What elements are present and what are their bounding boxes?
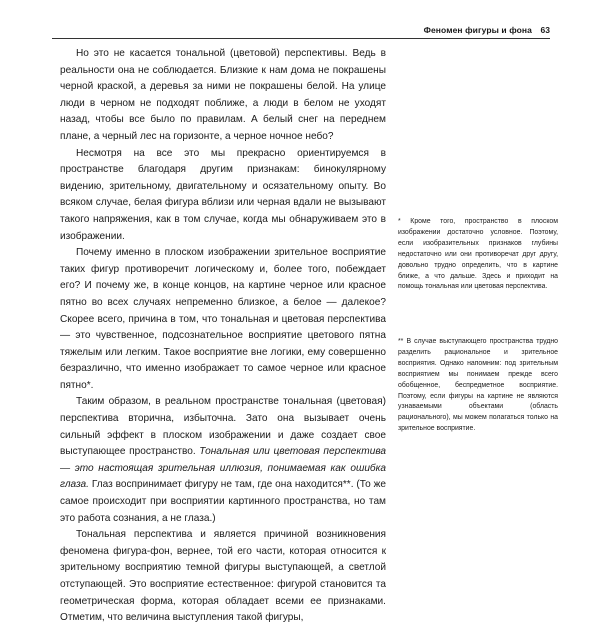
running-header-title: Феномен фигуры и фона: [423, 25, 532, 35]
footnote-2: ** В случае выступающего пространства трудно разделить рациональное и зрительное восприятия. Однако напомним: под зрительным восприятием мы понимаем прежде всего обобщенное, беспредметное восприятие. Поэтому, если фигуры на картине не являются узнаваемыми объектами (область рационального), мы можем полагаться только на зрительное восприятие.: [398, 338, 558, 433]
page-number: 63: [540, 25, 550, 35]
paragraph: [60, 394, 386, 527]
italic-emphasis: Тональная или цветовая перспектива — это настоящая зрительная иллюзия, понимаемая как ошибка глаза.: [60, 446, 386, 491]
paragraph: Тональная перспектива и является причиной возникновения феномена фигура-фон, вернее, той его части, которая относится к зрительному восприятию темной фигуры выступающей, а светлой отступающей. Это восприятие естественное: фигурой становится та геометрическая форма, которая обладает всеми ее признаками. Отметим, что величина выступления такой фигуры,: [60, 529, 386, 624]
paragraph: Несмотря на все это мы прекрасно ориентируемся в пространстве благодаря другим признакам: бинокулярному видению, зрительному, двигательному и осязательному опыту. Во всяком случае, белая фигура вблизи или черная вдали не вызывают такого напряжения, как в том случае, когда мы обнаруживаем это в изображении.: [60, 147, 386, 242]
paragraph-text: Глаз воспринимает фигуру не там, где она находится**. (То же самое происходит при восприятии картинного пространства, но там это работа сознания, а не глаза.): [60, 479, 386, 524]
paragraph: Почему именно в плоском изображении зрительное восприятие таких фигур противоречит логическому и, более того, побеждает его? И почему же, в конце концов, на картине черное или красное пятно во всех случаях непременно близкое, а белое — далекое? Скорее всего, причина в том, что тональная и цветовая перспектива — это чувственное, подсознательное восприятие цветового пятна тяжелым или легким. Такое восприятие вне логики, ему совершенно безразлично, что именно изображает то самое черное или красное пятно*.: [60, 247, 386, 391]
paragraph: Но это не касается тональной (цветовой) перспективы. Ведь в реальности она не соблюдается. Близкие к нам дома не покрашены черной краской, а деревья за ними не покрашены белой. На улице люди в черном не подходят поближе, а люди в белом не уходят назад, чтобы все было по правилам. А белый снег на переднем плане, а черный лес на горизонте, а черное ночное небо?: [60, 48, 386, 142]
main-text-column: [60, 46, 386, 627]
paragraph-text: Таким образом, в реальном пространстве тональная (цветовая) перспектива вторична, избыточна. Зато она вызывает очень сильный эффект в плоском изображении и даже создает свое выступающее пространство.: [60, 396, 386, 458]
header-rule: [52, 38, 550, 39]
footnote-1: * Кроме того, пространство в плоском изображении достаточно условное. Поэтому, если изобразительных признаков глубины недостаточно или они противоречат друг другу, довольно трудно определить, что в картине ближе, а что дальше. Здесь и приходит на помощь тональная или цветовая перспектива.: [398, 218, 558, 291]
